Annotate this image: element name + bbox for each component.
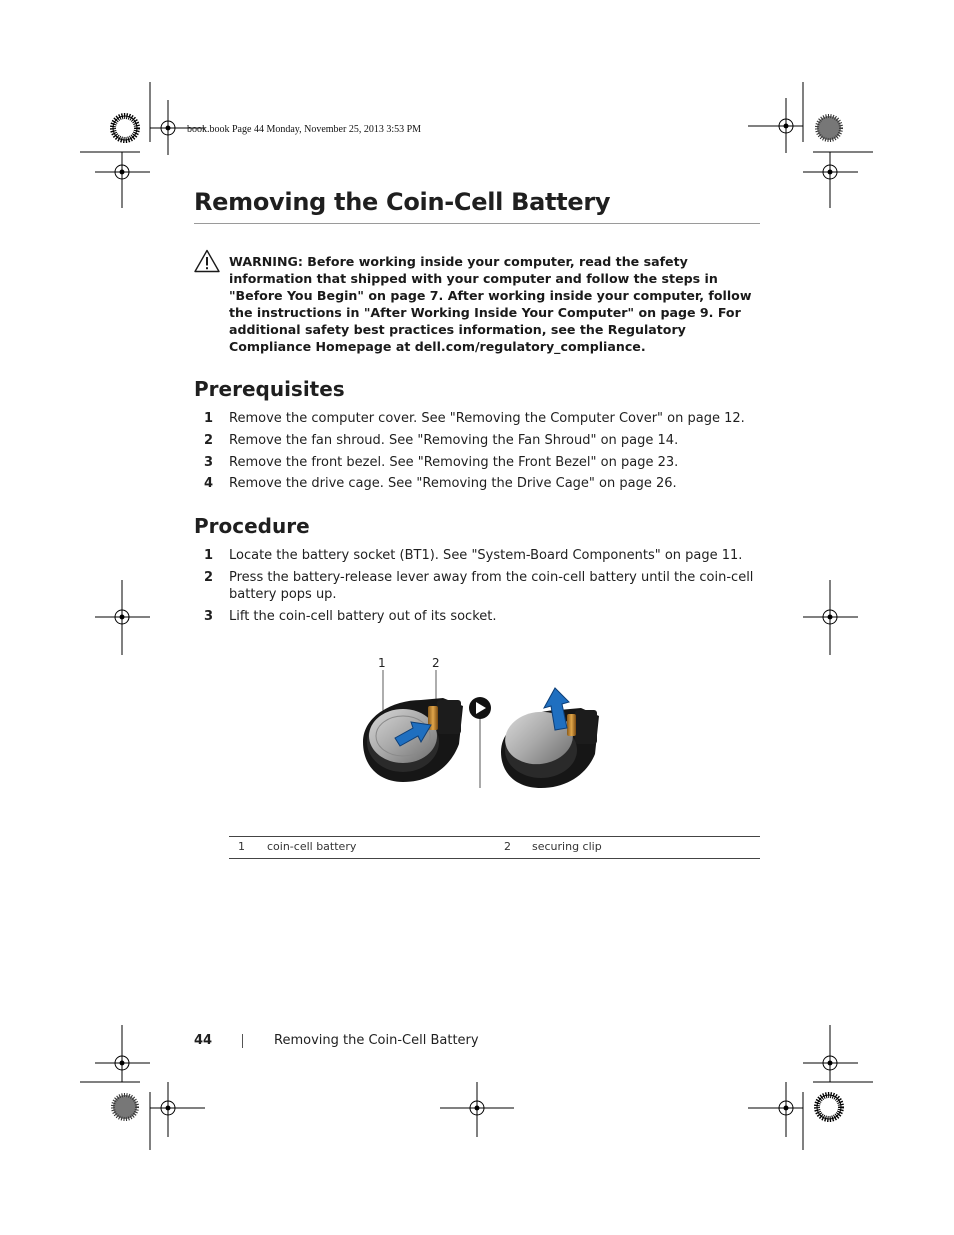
step-number: 1 xyxy=(204,411,214,426)
running-footer-title: Removing the Coin-Cell Battery xyxy=(274,1033,479,1048)
step-text: Remove the drive cage. See "Removing the Drive Cage" on page 26. xyxy=(229,476,677,491)
step-number: 2 xyxy=(204,433,214,448)
legend-label: coin-cell battery xyxy=(267,840,357,853)
step-text: Remove the computer cover. See "Removing the Computer Cover" on page 12. xyxy=(229,411,745,426)
prerequisites-heading: Prerequisites xyxy=(194,377,345,401)
procedure-step xyxy=(204,608,760,625)
step-number: 1 xyxy=(204,548,214,563)
step-text: Lift the coin-cell battery out of its socket. xyxy=(229,609,497,624)
warning-text: WARNING: Before working inside your computer, read the safety information that shipped with your computer and follow the steps in "Before You Begin" on page 7. After working inside your computer, follow the instructions in "After Working Inside Your Computer" on page 9. For additional safety best practices information, see the Regulatory Compliance Homepage at dell.com/regulatory_compliance. xyxy=(229,254,752,354)
procedure-heading: Procedure xyxy=(194,514,310,538)
step-number: 3 xyxy=(204,455,214,470)
step-number: 3 xyxy=(204,609,214,624)
page-number: 44 xyxy=(194,1033,213,1048)
legend-number: 1 xyxy=(238,840,245,853)
step-text: Press the battery-release lever away from the coin-cell battery until the coin-cell battery pops up. xyxy=(229,570,754,602)
callout-2: 2 xyxy=(432,656,440,670)
title-divider xyxy=(194,223,760,224)
legend-number: 2 xyxy=(504,840,511,853)
legend-label: securing clip xyxy=(532,840,602,853)
step-text: Remove the fan shroud. See "Removing the Fan Shroud" on page 14. xyxy=(229,433,679,448)
print-slug-line: book.book Page 44 Monday, November 25, 2013 3:53 PM xyxy=(187,124,422,135)
caption-top-rule xyxy=(229,836,760,837)
page-title: Removing the Coin-Cell Battery xyxy=(194,188,611,216)
procedure-step xyxy=(204,547,760,564)
procedure-step xyxy=(204,569,760,603)
caption-bottom-rule xyxy=(229,858,760,859)
prereq-step xyxy=(204,410,760,427)
step-number: 2 xyxy=(204,570,214,585)
coin-cell-battery-illustration xyxy=(355,670,605,795)
prereq-step xyxy=(204,432,760,449)
callout-1: 1 xyxy=(378,656,386,670)
step-number: 4 xyxy=(204,476,214,491)
step-text: Locate the battery socket (BT1). See "System-Board Components" on page 11. xyxy=(229,548,743,563)
prereq-step xyxy=(204,454,760,471)
footer-separator xyxy=(242,1034,243,1048)
step-text: Remove the front bezel. See "Removing the Front Bezel" on page 23. xyxy=(229,455,679,470)
warning-triangle-icon xyxy=(194,249,220,273)
prereq-step xyxy=(204,475,760,492)
